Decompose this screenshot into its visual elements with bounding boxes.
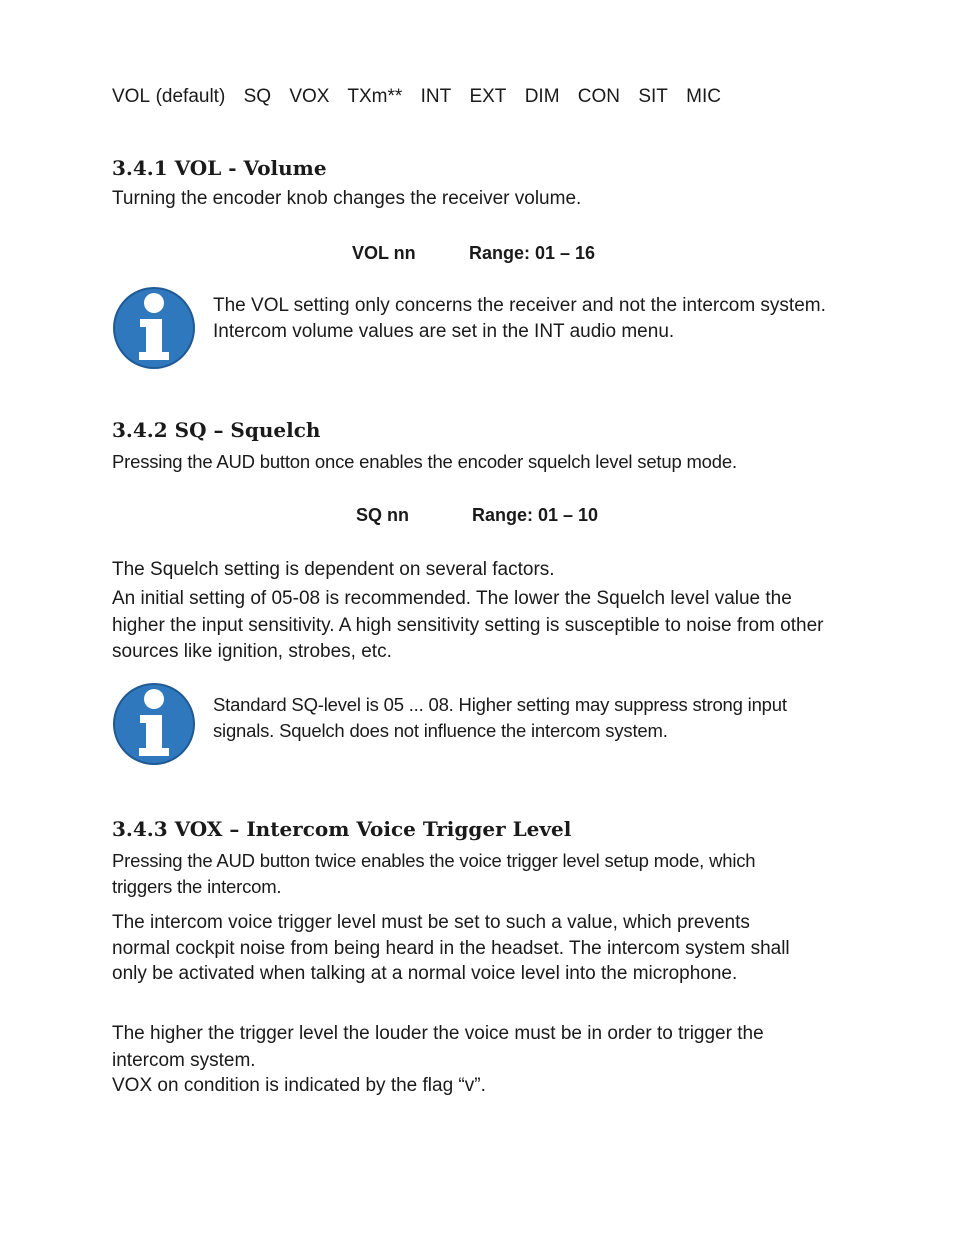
vox-para-1: The intercom voice trigger level must be set to such a value, which prevents normal cockpit noise from being heard in the headset. The intercom system shall only be activated when talking at a normal voice level into the microphone. [112,912,790,984]
sq-para-2: An initial setting of 05-08 is recommended. The lower the Squelch level value the higher the input sensitivity. A high sensitivity setting is susceptible to noise from other sources like ignition, strobes, etc. [112,588,824,662]
sq-intro: Pressing the AUD button once enables the encoder squelch level setup mode. [112,451,737,472]
vox-heading: 3.4.3 VOX – Intercom Voice Trigger Level [112,817,572,841]
sq-para-1: The Squelch setting is dependent on several factors. [112,559,555,580]
menu-item-con: CON [577,86,621,107]
vol-heading: 3.4.1 VOL - Volume [112,156,327,180]
audio-menu-line [112,84,733,110]
vox-para-2: The higher the trigger level the louder the voice must be in order to trigger the intercom system. [112,1023,764,1071]
menu-item-txm: TXm** [347,86,403,107]
info-icon [112,286,196,370]
menu-item-mic: MIC [686,86,721,107]
vol-intro: Turning the encoder knob changes the receiver volume. [112,188,582,209]
vol-info-note [112,286,842,370]
menu-item-vol: VOL (default) [112,86,226,107]
sq-range-row [112,502,842,528]
vox-intro: Pressing the AUD button twice enables the voice trigger level setup mode, which triggers the intercom. [112,850,756,897]
vol-range-label: Range: 01 – 16 [469,243,596,263]
vol-setting-label: VOL nn [352,243,416,263]
menu-item-vox: VOX [289,86,330,107]
sq-info-note [112,682,842,766]
menu-item-sit: SIT [638,86,668,107]
vol-range-row [112,240,842,266]
vol-note-text: The VOL setting only concerns the receiver and not the intercom system. Intercom volume values are set in the INT audio menu. [213,295,826,342]
vox-para-3: VOX on condition is indicated by the flag “v”. [112,1075,486,1096]
sq-note-text: Standard SQ-level is 05 ... 08. Higher setting may suppress strong input signals. Squelch does not influence the intercom system. [213,694,787,741]
sq-range-label: Range: 01 – 10 [472,505,599,525]
menu-item-ext: EXT [469,86,507,107]
sq-heading: 3.4.2 SQ – Squelch [112,418,321,442]
menu-item-int: INT [420,86,452,107]
sq-setting-label: SQ nn [356,505,409,525]
menu-item-dim: DIM [524,86,560,107]
menu-item-sq: SQ [243,86,272,107]
info-icon [112,682,196,766]
